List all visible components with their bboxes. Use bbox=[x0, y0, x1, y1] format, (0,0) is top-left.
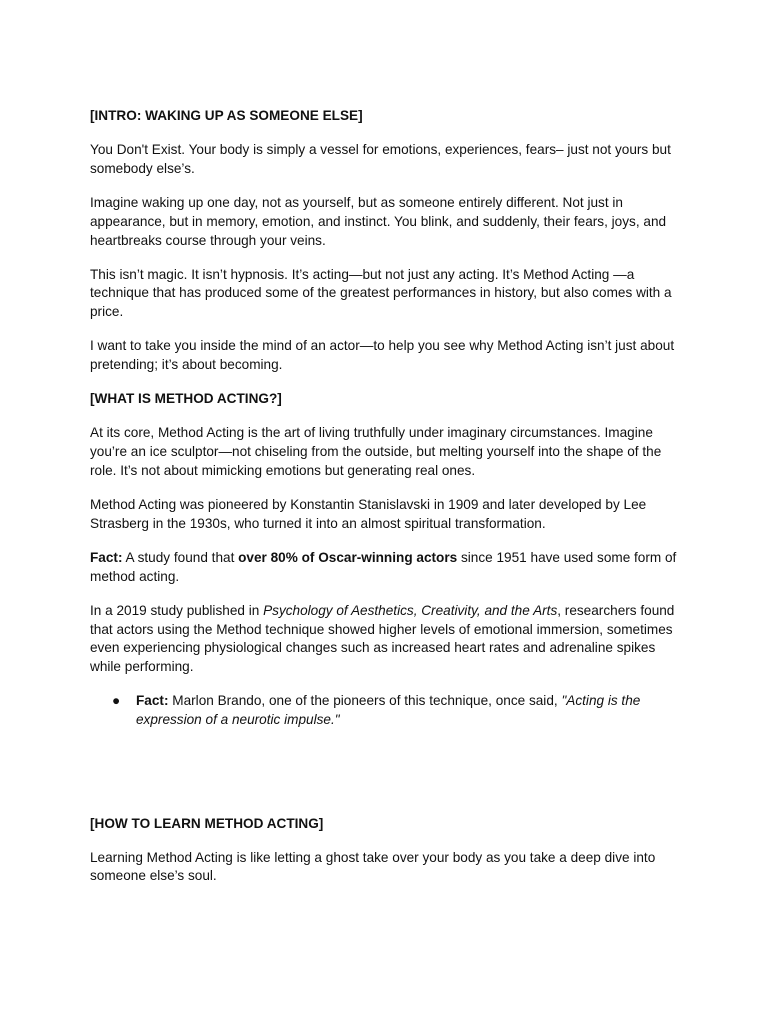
study-text-start: In a 2019 study published in bbox=[90, 602, 264, 618]
what-is-paragraph-2: Method Acting was pioneered by Konstantin Stanislavski in 1909 and later developed by Lee Strasberg in the 1930s, who turned it into an almost spiritual transformation. bbox=[90, 497, 647, 531]
fact-bullet-list bbox=[90, 692, 680, 729]
what-is-heading: [WHAT IS METHOD ACTING?] bbox=[90, 391, 282, 407]
oscar-fact-paragraph bbox=[90, 549, 680, 586]
document-page bbox=[90, 107, 680, 902]
fact-text-start: A study found that bbox=[122, 549, 239, 565]
fact-highlight: over 80% of Oscar-winning actors bbox=[238, 549, 458, 565]
intro-paragraph-4: I want to take you inside the mind of an actor—to help you see why Method Acting isn’t just about pretending; it’s about becoming. bbox=[90, 338, 675, 373]
intro-heading: [INTRO: WAKING UP AS SOMEONE ELSE] bbox=[90, 108, 363, 123]
bullet-icon: ● bbox=[112, 693, 121, 709]
fact-label: Fact: bbox=[90, 549, 123, 565]
bullet-text: Marlon Brando, one of the pioneers of this technique, once said, bbox=[168, 693, 562, 709]
blank-space bbox=[90, 730, 680, 815]
how-to-paragraph-1: Learning Method Acting is like letting a ghost take over your body as you take a deep dive into someone else’s soul. bbox=[90, 849, 656, 884]
intro-paragraph-1: You Don't Exist. Your body is simply a vessel for emotions, experiences, fears– just not yours but somebody else’s. bbox=[90, 142, 671, 176]
intro-paragraph-2: Imagine waking up one day, not as yourself, but as someone entirely different. Not just in appearance, but in memory, emotion, and instinct. You blink, and suddenly, their fears, joys, and heartbreaks course through your veins. bbox=[90, 195, 667, 248]
fact-text-end: since 1951 have used some form of method acting. bbox=[90, 549, 677, 584]
bullet-fact-label: Fact: bbox=[136, 693, 169, 709]
intro-paragraph-3: This isn’t magic. It isn’t hypnosis. It’s acting—but not just any acting. It’s Method Acting —a technique that has produced some of the greatest performances in history, but also comes with a price. bbox=[90, 266, 672, 320]
study-text-end: , researchers found that actors using the Method technique showed higher levels of emotional immersion, sometimes even experiencing physiological changes such as increased heart rates and adrenaline spikes while performing. bbox=[90, 602, 675, 674]
brando-quote: "Acting is the expression of a neurotic impulse." bbox=[136, 693, 641, 727]
list-item bbox=[90, 692, 680, 729]
journal-title: Psychology of Aesthetics, Creativity, and the Arts bbox=[263, 602, 558, 618]
study-paragraph bbox=[90, 602, 680, 677]
how-to-heading: [HOW TO LEARN METHOD ACTING] bbox=[90, 815, 324, 831]
what-is-paragraph-1: At its core, Method Acting is the art of living truthfully under imaginary circumstances. Imagine you’re an ice sculptor—not chiseling from the outside, but melting yourself into the shape of the role. It’s not about mimicking emotions but generating real ones. bbox=[90, 425, 662, 478]
